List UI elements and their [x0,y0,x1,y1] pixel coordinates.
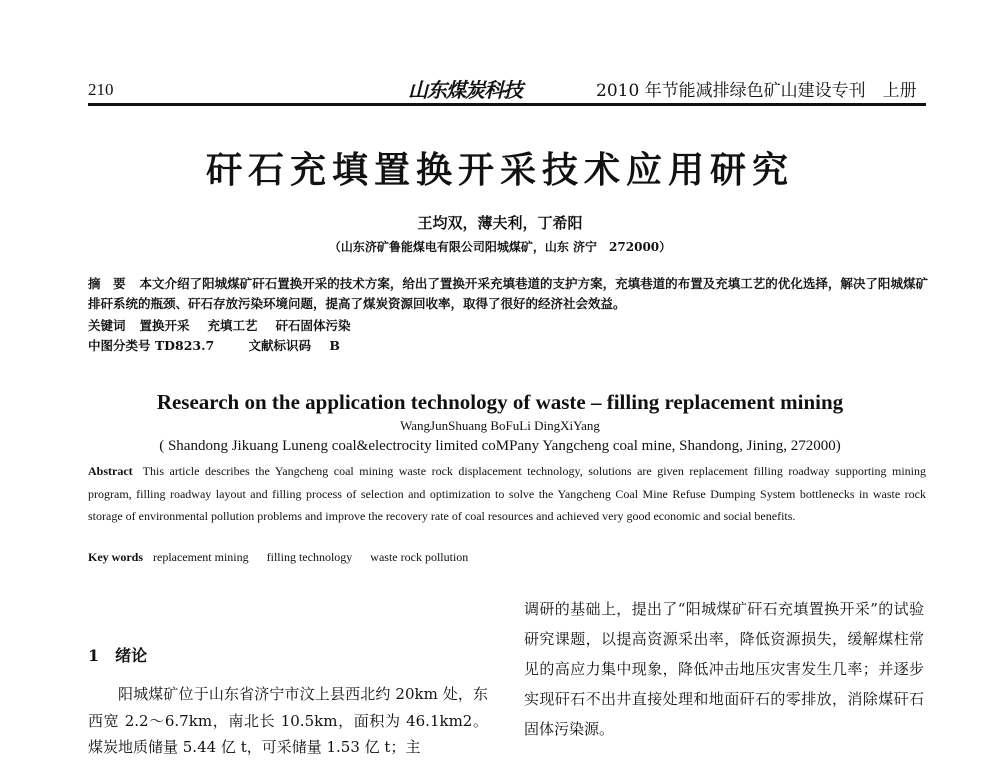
keywords-en [88,550,468,565]
clc-value: TD823.7 [154,338,215,353]
keywords-en-label: Key words [88,550,143,564]
classification [88,336,928,356]
clc-label: 中图分类号 [88,338,151,353]
abstract-cn-label: 摘 要 [88,276,126,291]
affiliation-en: ( Shandong Jikuang Luneng coal&electrocity limited coMPany Yangcheng coal mine, Shandong, Jining, 272000) [159,438,841,454]
abstract-en-label: Abstract [88,464,133,478]
abstract-en-text: This article describes the Yangcheng coal mining waste rock displacement technology, solutions are given replacement filling roadway supporting mining program, filling roadway layout and filling process of selection and optimization to solve the Yangcheng Coal Mine Refuse Dumping System bottlenecks in waste rock storage of environmental pollution problems and improve the recovery rate of coal resources and achieved very good economic and social benefits. [88,464,926,523]
keywords-cn-label: 关键词 [88,318,126,333]
paper-title-cn: 矸石充填置换开采技术应用研究 [205,149,794,191]
authors-cn: 王均双，薄夫利，丁希阳 [417,214,583,232]
authors-en: WangJunShuang BoFuLi DingXiYang [400,418,600,433]
keyword: replacement mining [153,550,249,564]
issue-title: 2010 年节能减排绿色矿山建设专刊 上册 [596,81,917,101]
affiliation-cn: （山东济矿鲁能煤电有限公司阳城煤矿，山东 济宁 272000） [328,240,672,254]
doc-code-label: 文献标识码 [248,338,312,353]
doc-code-value: B [329,338,340,353]
body-paragraph-left: 阳城煤矿位于山东省济宁市汶上县西北约 20km 处，东西宽 2.2～6.7km，南北长 10.5km，面积为 46.1km2。煤炭地质储量 5.44 亿 t，可采储量 1.53 亿 t；主 [88,685,488,756]
keyword: 充填工艺 [207,318,258,333]
keywords-cn [88,316,928,336]
section-heading: 1 绪论 [88,646,148,665]
keyword: 矸石固体污染 [275,318,351,333]
abstract-cn-text: 本文介绍了阳城煤矿矸石置换开采的技术方案，给出了置换开采充填巷道的支护方案，充填巷道的布置及充填工艺的优化选择，解决了阳城煤矿排矸系统的瓶颈、矸石存放污染环境问题，提高了煤炭资源回收率，取得了很好的经济社会效益。 [88,276,928,311]
keyword: filling technology [266,550,353,564]
page-number: 210 [88,80,114,99]
header-rule [88,103,926,106]
body-paragraph-right: 调研的基础上，提出了“阳城煤矿矸石充填置换开采”的试验研究课题，以提高资源采出率，降低资源损失，缓解煤柱常见的高应力集中现象，降低冲击地压灾害发生几率；并逐步实现矸石不出井直接处理和地面矸石的零排放，消除煤矸石固体污染源。 [524,600,924,738]
journal-logo: 山东煤炭科技 [408,78,522,102]
paper-title-en: Research on the application technology of waste – filling replacement mining [156,390,844,414]
keyword: 置换开采 [139,318,190,333]
abstract-en [88,460,926,528]
keyword: waste rock pollution [370,550,469,564]
abstract-cn [88,274,928,314]
